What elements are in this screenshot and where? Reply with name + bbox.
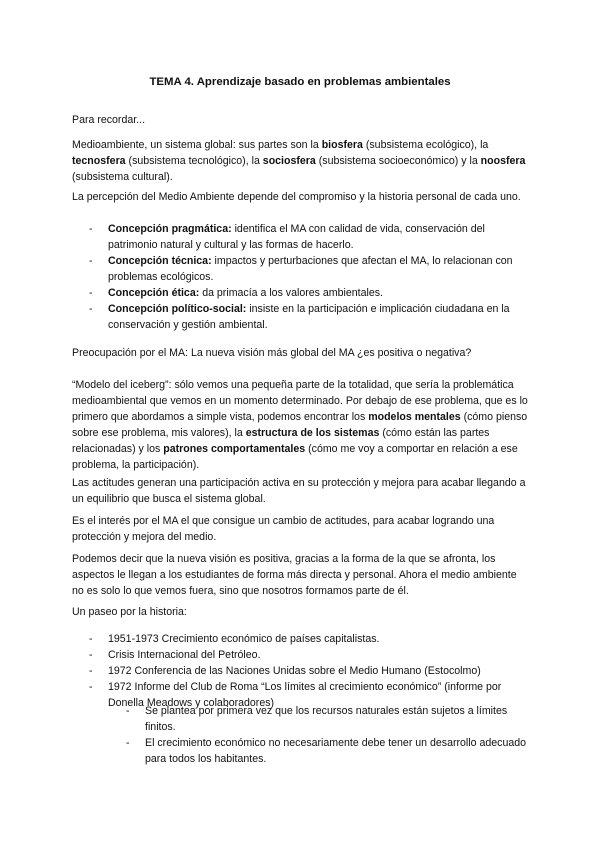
term-modelos-mentales: modelos mentales [368, 411, 461, 423]
historia-list [89, 631, 529, 711]
intro-text: (subsistema ecológico), la [362, 139, 489, 151]
iceberg-paragraph [72, 377, 528, 473]
subhistoria-list [126, 703, 531, 767]
iceberg-text: (cómo están las partes relacionadas) y los [72, 427, 490, 455]
list-item: - 1972 Informe del Club de Roma “Los límites al crecimiento económico” (informe por Donella Meadows y colaboradores) [89, 679, 529, 711]
term-tecnosfera: tecnosfera [72, 155, 126, 167]
intro-text: (subsistema cultural). [72, 171, 173, 183]
percepcion-paragraph: La percepción del Medio Ambiente depende del compromiso y la historia personal de cada uno. [72, 191, 521, 203]
list-item: - 1951-1973 Crecimiento económico de países capitalistas. [89, 631, 529, 647]
term-sociosfera: sociosfera [262, 155, 316, 167]
paseo-heading: Un paseo por la historia: [72, 606, 187, 618]
concepcion-name: Concepción político-social: [108, 303, 247, 315]
list-item [89, 285, 529, 301]
actitudes-paragraph: Las actitudes generan una participación activa en su protección y mejora para acabar llegando a un equilibrio que busca el sistema global. [72, 477, 526, 505]
positiva-paragraph: Podemos decir que la nueva visión es positiva, gracias a la forma de la que se afronta, los aspectos le llegan a los estudiantes de forma más directa y personal. Ahora el medio ambiente no es solo lo que vemos fuera, sino que nosotros formamos parte de él. [72, 553, 517, 597]
term-biosfera: biosfera [321, 139, 363, 151]
concepciones-list [89, 221, 529, 333]
iceberg-text: “Modelo del iceberg”: sólo vemos una pequeña parte de la totalidad, que sería la problemática medioambiental que vemos en un momento determinado. Por debajo de ese problema, que es lo primero que abordamos a simple vista, podemos encontrar los [72, 379, 528, 423]
interes-paragraph: Es el interés por el MA el que consigue un cambio de actitudes, para acabar logrando una protección y mejora del medio. [72, 515, 495, 543]
iceberg-text: (cómo pienso sobre ese problema, mis valores), la [72, 411, 528, 439]
concepcion-text: identifica el MA con calidad de vida, conservación del patrimonio natural y cultural y las formas de hacerlo. [108, 223, 485, 251]
list-item: - Crisis Internacional del Petróleo. [89, 647, 529, 663]
intro-text: Medioambiente, un sistema global: sus partes son la [72, 139, 322, 151]
concepcion-text: da primacía a los valores ambientales. [199, 287, 383, 299]
term-estructura-sistemas: estructura de los sistemas [245, 427, 380, 439]
intro-text: (subsistema tecnológico), la [125, 155, 263, 167]
concepcion-name: Concepción pragmática: [108, 223, 232, 235]
list-item: - Se plantea por primera vez que los recursos naturales están sujetos a límites finitos. [126, 703, 531, 735]
para-recordar: Para recordar... [72, 114, 146, 126]
list-item: - 1972 Conferencia de las Naciones Unidas sobre el Medio Humano (Estocolmo) [89, 663, 529, 679]
page-title: TEMA 4. Aprendizaje basado en problemas ambientales [149, 76, 451, 88]
list-item [89, 221, 529, 253]
intro-paragraph [72, 137, 528, 185]
list-item [89, 253, 529, 285]
intro-text: (subsistema socioeconómico) y la [315, 155, 481, 167]
term-patrones-comportamentales: patrones comportamentales [163, 443, 306, 455]
iceberg-text: (cómo me voy a comportar en relación a ese problema, la participación). [72, 443, 518, 471]
preocupacion-paragraph: Preocupación por el MA: La nueva visión más global del MA ¿es positiva o negativa? [72, 347, 472, 359]
concepcion-text: insiste en la participación e implicación ciudadana en la conservación y gestión ambiental. [108, 303, 510, 331]
concepcion-text: impactos y perturbaciones que afectan el MA, lo relacionan con problemas ecológicos. [108, 255, 513, 283]
list-item: - El crecimiento económico no necesariamente debe tener un desarrollo adecuado para todos los habitantes. [126, 735, 531, 767]
concepcion-name: Concepción ética: [108, 287, 200, 299]
term-noosfera: noosfera [480, 155, 526, 167]
list-item [89, 301, 529, 333]
concepcion-name: Concepción técnica: [108, 255, 212, 267]
